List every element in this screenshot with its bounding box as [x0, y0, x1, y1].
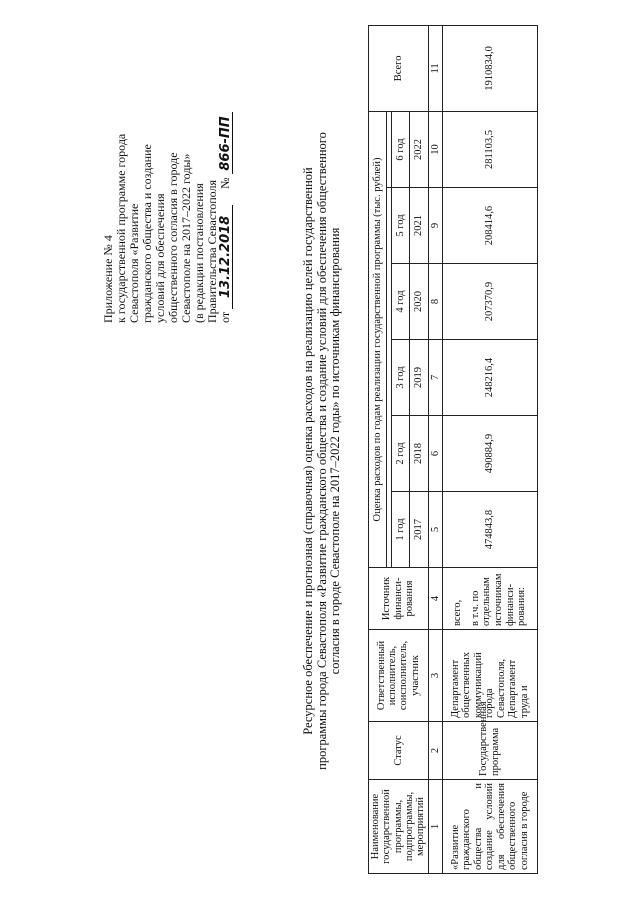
program-executor: Департамент общественных коммуникаций города Севастополя, Департамент труда и — [442, 630, 537, 722]
column-number-row — [428, 25, 442, 873]
header-row — [369, 25, 387, 873]
column-number: 9 — [428, 188, 442, 264]
appendix-line: к государственной программе города — [113, 133, 128, 323]
program-status: Государственная программа — [442, 722, 537, 780]
column-number: 6 — [428, 416, 442, 492]
caption-line: согласия в городе Севастополе на 2017–2022 годы» по источникам финансирования — [328, 227, 342, 675]
appendix-line: Приложение № 4 — [101, 235, 115, 323]
column-number: 1 — [428, 780, 442, 874]
funding-source-detail: в т.ч. по отдельным источникам финанси-рования: — [469, 573, 528, 626]
funding-source-total: всего, — [452, 599, 464, 626]
number-label: № — [217, 177, 232, 189]
resolution-number: 866-ПП — [219, 112, 234, 174]
document-caption — [302, 17, 343, 885]
column-number: 4 — [428, 568, 442, 630]
year-value: 2019 — [410, 340, 428, 416]
appendix-line: (в редакции постановления — [191, 183, 206, 323]
column-number: 3 — [428, 630, 442, 722]
year-value: 2017 — [410, 492, 428, 568]
column-number: 10 — [428, 111, 442, 187]
caption-line: Ресурсное обеспечение и прогнозная (справочная) оценка расходов на реализацию целей государственной — [301, 167, 315, 735]
year-label: 4 год — [392, 264, 410, 340]
year-value: 2022 — [410, 111, 428, 187]
appendix-line: Севастополе на 2017–2022 годы» — [178, 153, 193, 323]
appendix-line: общественного согласия в городе — [165, 152, 180, 323]
caption-line: программы города Севастополя «Развитие гражданского общества и создание условий для обеспечения общественного — [314, 132, 329, 770]
value-2021: 208414,6 — [442, 188, 537, 264]
appendix-header — [102, 33, 233, 323]
column-number: 5 — [428, 492, 442, 568]
program-name: «Развитие гражданского общества и создание условий для обеспечения общественного согласия в городе — [442, 780, 537, 874]
column-number: 11 — [428, 25, 442, 111]
funding-source — [442, 568, 537, 630]
year-label: 5 год — [392, 188, 410, 264]
year-value: 2018 — [410, 416, 428, 492]
year-value: 2020 — [410, 264, 428, 340]
signature-prefix: от — [217, 311, 232, 323]
value-2017: 474843,8 — [442, 492, 537, 568]
table-row — [442, 25, 537, 873]
value-2018: 490884,9 — [442, 416, 537, 492]
column-number: 2 — [428, 722, 442, 780]
header-executor: Ответственный исполнитель, соисполнитель, участник — [369, 630, 429, 722]
year-value: 2021 — [410, 188, 428, 264]
value-2020: 207370,9 — [442, 264, 537, 340]
value-2022: 281103,5 — [442, 111, 537, 187]
header-status: Статус — [369, 722, 429, 780]
year-label: 3 год — [392, 340, 410, 416]
year-label: 2 год — [392, 416, 410, 492]
header-estimate: Оценка расходов по годам реализации государственной программы (тыс. рублей) — [369, 111, 387, 567]
header-source: Источник финанси-рования — [369, 568, 429, 630]
header-name: Наименование государственной программы, подпрограммы, мероприятий — [369, 780, 429, 874]
appendix-line: условий для обеспечения — [152, 193, 167, 323]
year-label: 6 год — [392, 111, 410, 187]
header-total: Всего — [369, 25, 429, 111]
column-number: 8 — [428, 264, 442, 340]
resolution-date: 13.12.2018 — [219, 205, 234, 309]
column-number: 7 — [428, 340, 442, 416]
appendix-line: гражданского общества и создание — [139, 144, 154, 323]
appendix-line: Правительства Севастополя — [204, 179, 219, 323]
value-2019: 248216,4 — [442, 340, 537, 416]
appendix-line: Севастополя «Развитие — [126, 203, 141, 323]
year-label: 1 год — [392, 492, 410, 568]
resolution-signature — [219, 33, 234, 323]
value-total: 1910834,0 — [442, 25, 537, 111]
resource-table — [368, 25, 538, 874]
